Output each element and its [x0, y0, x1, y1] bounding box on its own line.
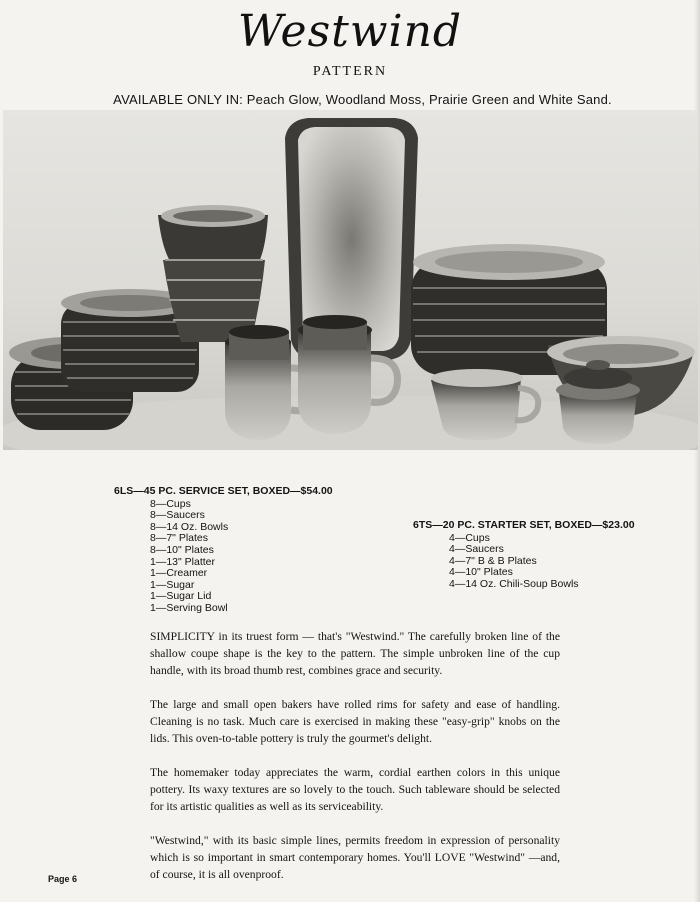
service-set-title: 6LS—45 PC. SERVICE SET, BOXED—$54.00: [114, 485, 333, 497]
paragraph: "Westwind," with its basic simple lines, permits freedom in expression of personality which is so important in smart contemporary homes. You'll LOVE "Westwind" —and, of course, it is all ovenproof.: [150, 834, 560, 881]
list-item: 8—Saucers: [150, 509, 205, 522]
description-text: [150, 628, 560, 900]
list-item: 4—14 Oz. Chili-Soup Bowls: [449, 577, 579, 590]
list-item: 8—14 Oz. Bowls: [150, 520, 229, 533]
list-item: 8—Cups: [150, 497, 191, 510]
list-item: 8—7" Plates: [150, 532, 209, 545]
list-item: 4—Saucers: [449, 543, 504, 556]
service-set: [114, 486, 333, 615]
list-item: 1—13" Platter: [150, 555, 216, 568]
list-item: 1—Sugar: [150, 578, 195, 591]
list-item: 1—Sugar Lid: [150, 590, 212, 603]
starter-set: [413, 520, 635, 591]
page-title: Westwind: [237, 6, 463, 57]
dinnerware-photo: [3, 110, 698, 450]
starter-set-title: 6TS—20 PC. STARTER SET, BOXED—$23.00: [413, 519, 635, 531]
list-item: 4—7" B & B Plates: [449, 554, 537, 567]
availability-line: AVAILABLE ONLY IN: Peach Glow, Woodland Moss, Prairie Green and White Sand.: [113, 92, 612, 107]
paragraph: The homemaker today appreciates the warm, cordial earthen colors in this unique pottery. Its waxy textures are so lovely to the touch. Such tableware should be selected for its artistic qualities as well as its serviceability.: [150, 766, 560, 813]
list-item: 1—Creamer: [150, 567, 208, 580]
list-item: 4—10" Plates: [449, 566, 513, 579]
list-item: 1—Serving Bowl: [150, 601, 228, 614]
list-item: 4—Cups: [449, 531, 490, 544]
page-number: Page 6: [48, 874, 78, 884]
paragraph: The large and small open bakers have rolled rims for safety and ease of handling. Cleaning is no task. Much care is exercised in making these "easy-grip" knobs on the lids. This oven-to-table pottery is truly the gourmet's delight.: [150, 698, 560, 745]
paragraph: SIMPLICITY in its truest form — that's "Westwind." The carefully broken line of the shallow coupe shape is the key to the pattern. The simple unbroken line of the cup handle, with its broad thumb rest, combines grace and security.: [150, 630, 560, 677]
page-subtitle: PATTERN: [312, 64, 388, 79]
list-item: 8—10" Plates: [150, 543, 214, 556]
